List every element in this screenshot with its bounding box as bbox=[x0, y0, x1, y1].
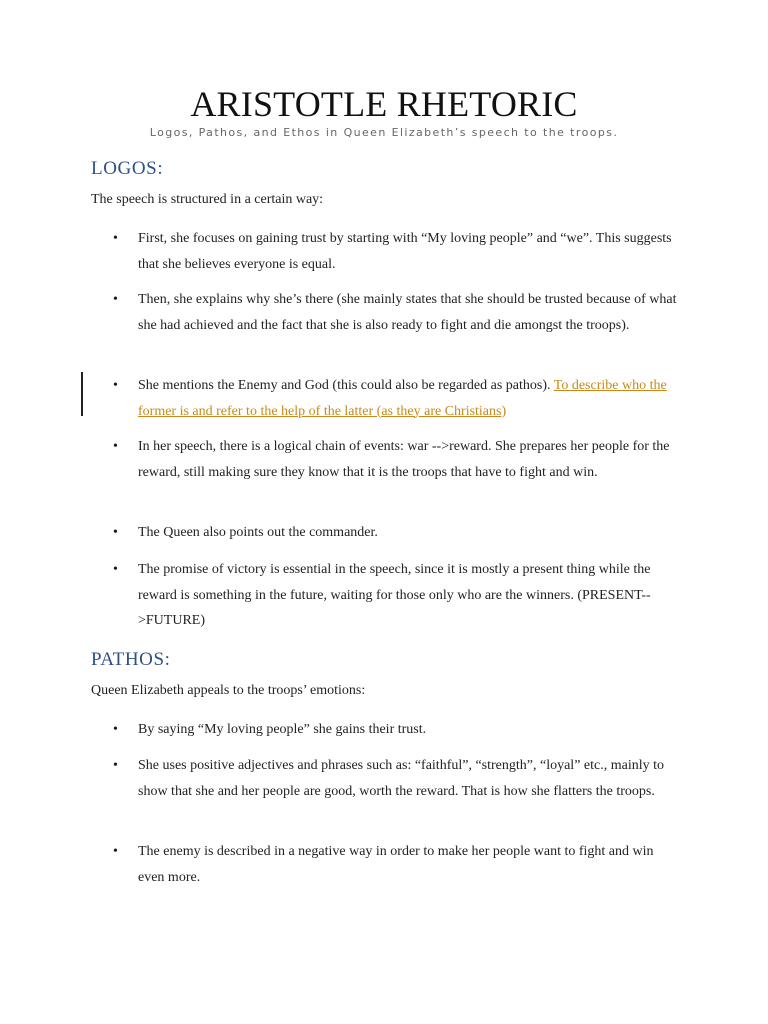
list-item-text: The Queen also points out the commander. bbox=[138, 525, 378, 540]
list-item-text: She uses positive adjectives and phrases such as: “faithful”, “strength”, “loyal” etc., mainly to show that she and her people are good, worth the reward. That is how she flatters the troops. bbox=[138, 758, 665, 799]
pathos-intro: Queen Elizabeth appeals to the troops’ emotions: bbox=[91, 683, 366, 698]
list-item-text: The enemy is described in a negative way in order to make her people want to fight and win even more. bbox=[138, 844, 654, 885]
bullet-icon: • bbox=[113, 525, 118, 540]
list-item-text: In her speech, there is a logical chain of events: war -->reward. She prepares her people for the reward, still making sure they know that it is the troops that have to fight and win. bbox=[138, 439, 670, 480]
bullet-icon: • bbox=[113, 231, 118, 246]
logos-heading: LOGOS: bbox=[91, 158, 164, 179]
logos-intro: The speech is structured in a certain way: bbox=[91, 192, 324, 207]
bullet-icon: • bbox=[113, 292, 118, 307]
bullet-icon: • bbox=[113, 758, 118, 773]
bullet-icon: • bbox=[113, 378, 118, 393]
document-title: ARISTOTLE RHETORIC bbox=[190, 84, 578, 124]
document-subtitle: Logos, Pathos, and Ethos in Queen Elizabeth’s speech to the troops. bbox=[149, 126, 619, 139]
revision-bar bbox=[81, 372, 83, 416]
list-item-text: First, she focuses on gaining trust by starting with “My loving people” and “we”. This suggests that she believes everyone is equal. bbox=[138, 231, 672, 272]
bullet-icon: • bbox=[113, 722, 118, 737]
pathos-heading: PATHOS: bbox=[91, 649, 171, 670]
list-item-text bbox=[138, 373, 678, 424]
bullet-icon: • bbox=[113, 844, 118, 859]
list-item-text: Then, she explains why she’s there (she mainly states that she should be trusted because of what she had achieved and the fact that she is also ready to fight and die amongst the troops). bbox=[138, 292, 677, 333]
list-item-text: By saying “My loving people” she gains their trust. bbox=[138, 722, 427, 737]
tracked-change-link[interactable]: To describe who the former is and refer to the help of the latter (as they are Christians) bbox=[138, 378, 667, 419]
bullet-icon: • bbox=[113, 439, 118, 454]
list-item-text-plain: She mentions the Enemy and God (this could also be regarded as pathos). bbox=[138, 378, 554, 393]
bullet-icon: • bbox=[113, 562, 118, 577]
list-item-text: The promise of victory is essential in the speech, since it is mostly a present thing while the reward is something in the future, waiting for those only who are the winners. (PRESENT-->FUTURE) bbox=[138, 562, 651, 628]
